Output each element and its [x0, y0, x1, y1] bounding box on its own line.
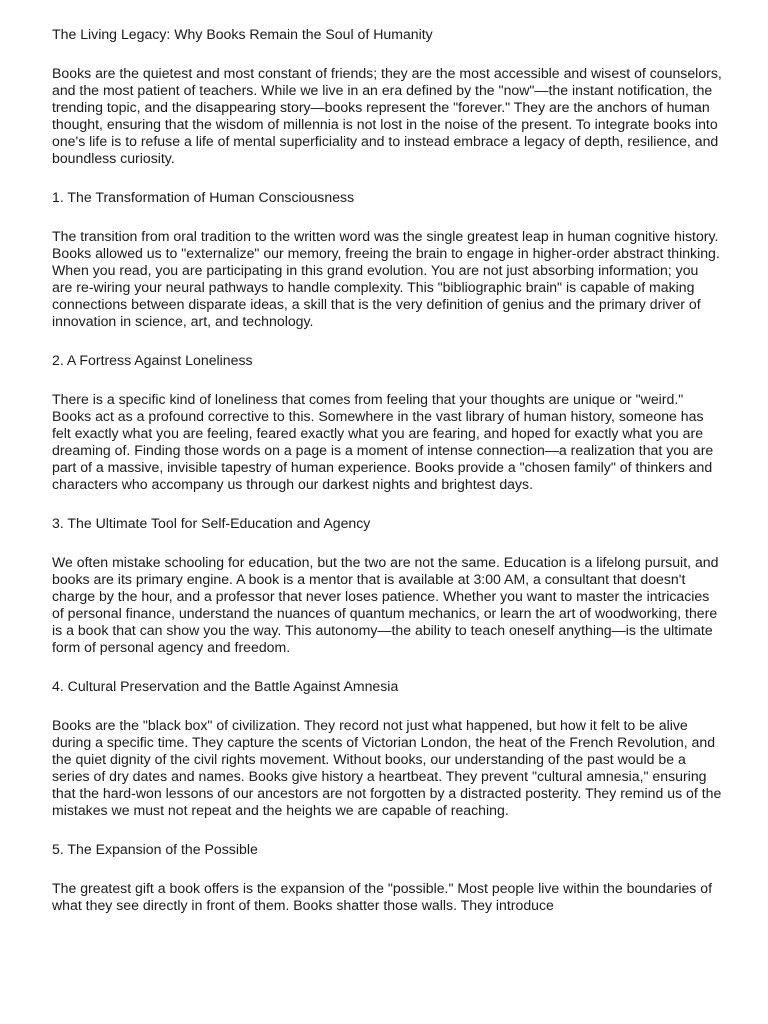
intro-paragraph: Books are the quietest and most constant of friends; they are the most accessible and wisest of counselors, and the most patient of teachers. While we live in an era defined by the "now"—the instant notification, the trending topic, and the disappearing story—books represent the "forever." They are the anchors of human thought, ensuring that the wisdom of millennia is not lost in the noise of the present. To integrate books into one's life is to refuse a life of mental superficiality and to instead embrace a legacy of depth, resilience, and boundless curiosity.	[52, 65, 722, 166]
section-heading-5: 5. The Expansion of the Possible	[52, 841, 258, 857]
section-paragraph-1: The transition from oral tradition to the written word was the single greatest leap in human cognitive history. Books allowed us to "externalize" our memory, freeing the brain to engage in higher-order abstract thinking. When you read, you are participating in this grand evolution. You are not just absorbing information; you are re-wiring your neural pathways to handle complexity. This "bibliographic brain" is capable of making connections between disparate ideas, a skill that is the very definition of genius and the primary driver of innovation in science, art, and technology.	[52, 228, 720, 329]
section-heading-3: 3. The Ultimate Tool for Self-Education and Agency	[52, 515, 371, 531]
section-heading-2: 2. A Fortress Against Loneliness	[52, 352, 253, 368]
section-paragraph-4: Books are the "black box" of civilization. They record not just what happened, but how it felt to be alive during a specific time. They capture the scents of Victorian London, the heat of the French Revolution, and the quiet dignity of the civil rights movement. Without books, our understanding of the past would be a series of dry dates and names. Books give history a heartbeat. They prevent "cultural amnesia," ensuring that the hard-won lessons of our ancestors are not forgotten by a distracted posterity. They remind us of the mistakes we must not repeat and the heights we are capable of reaching.	[52, 717, 722, 818]
document-body	[52, 26, 722, 936]
section-heading-4: 4. Cultural Preservation and the Battle Against Amnesia	[52, 678, 399, 694]
document-title: The Living Legacy: Why Books Remain the Soul of Humanity	[52, 26, 433, 42]
section-paragraph-5: The greatest gift a book offers is the expansion of the "possible." Most people live within the boundaries of what they see directly in front of them. Books shatter those walls. They introduce	[52, 880, 713, 913]
section-heading-1: 1. The Transformation of Human Consciousness	[52, 189, 355, 205]
section-paragraph-2: There is a specific kind of loneliness that comes from feeling that your thoughts are unique or "weird." Books act as a profound corrective to this. Somewhere in the vast library of human history, someone has felt exactly what you are feeling, feared exactly what you are fearing, and hoped for exactly what you are dreaming of. Finding those words on a page is a moment of intense connection—a realization that you are part of a massive, invisible tapestry of human experience. Books provide a "chosen family" of thinkers and characters who accompany us through our darkest nights and brightest days.	[52, 391, 714, 492]
section-paragraph-3: We often mistake schooling for education, but the two are not the same. Education is a lifelong pursuit, and books are its primary engine. A book is a mentor that is available at 3:00 AM, a consultant that doesn't charge by the hour, and a professor that never loses patience. Whether you want to master the intricacies of personal finance, understand the nuances of quantum mechanics, or learn the art of woodworking, there is a book that can show you the way. This autonomy—the ability to teach oneself anything—is the ultimate form of personal agency and freedom.	[52, 554, 719, 655]
